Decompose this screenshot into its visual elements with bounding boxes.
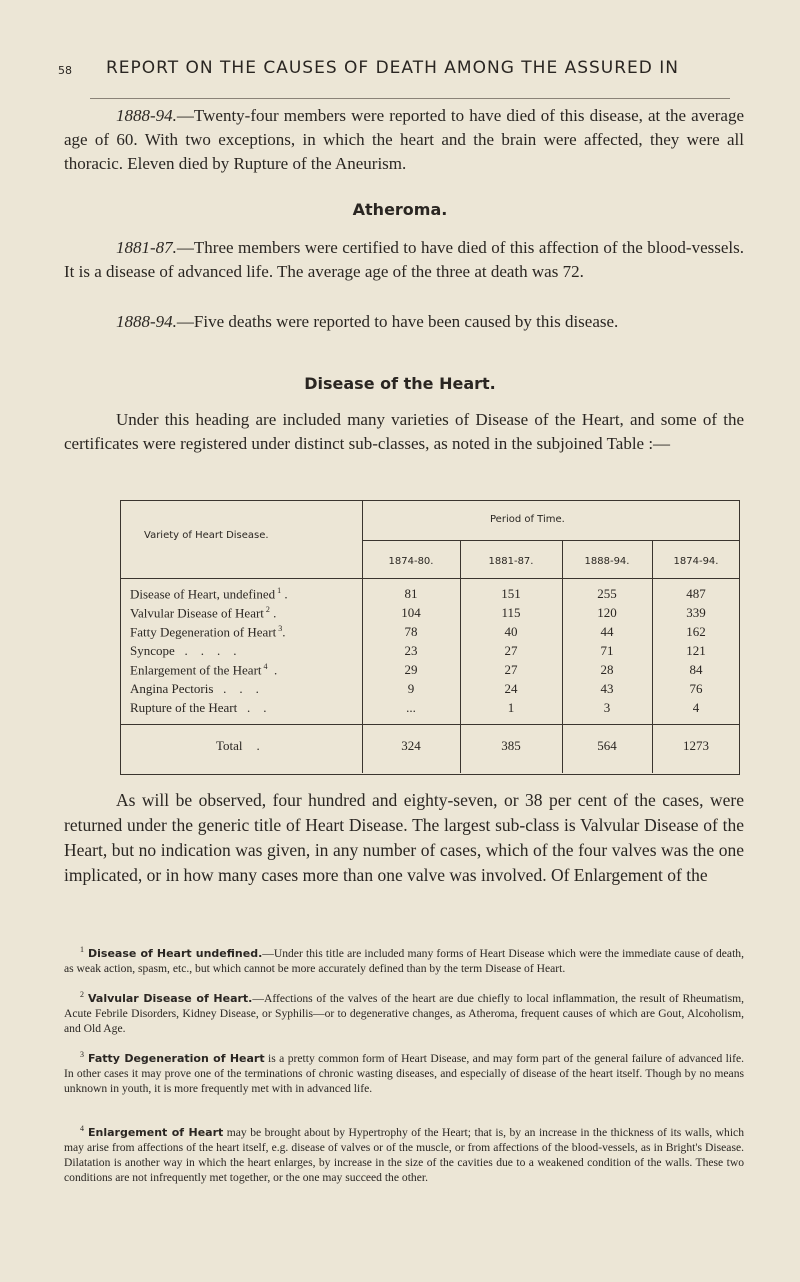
table-cell: 9 xyxy=(407,681,415,696)
variety-header: Variety of Heart Disease. xyxy=(144,530,269,541)
heart-disease-table xyxy=(120,500,740,775)
table-cell: 76 xyxy=(689,681,703,696)
total-value: 385 xyxy=(501,738,521,753)
table-cell: 487 xyxy=(686,586,706,601)
table-cell: 4 xyxy=(692,700,700,715)
total-value: 1273 xyxy=(683,738,709,753)
period-1874-94: 1874-94. xyxy=(673,556,719,567)
table-cell: 23 xyxy=(404,643,418,658)
observation-paragraph: As will be observed, four hundred and eighty-seven, or 38 per cent of the cases, were returned under the generic title of Heart Disease. The largest sub-class is Valvular Disease of the Heart, but no indication was given, in any number of cases, which of the four valves was the one implicated, or in how many cases more than one valve was involved. Of Enlargement of the xyxy=(64,790,744,885)
table-cell: 78 xyxy=(404,624,418,639)
header-rule xyxy=(90,98,730,99)
total-value: 564 xyxy=(597,738,617,753)
table-cell: 27 xyxy=(504,662,518,677)
total-label: Total . xyxy=(216,738,260,753)
table-cell: 120 xyxy=(597,605,617,620)
atheroma-heading: Atheroma. xyxy=(352,200,448,219)
table-cell: 115 xyxy=(501,605,521,620)
table-row-label: Valvular Disease of Heart $^2$ . xyxy=(130,605,277,621)
page-number: 58 xyxy=(58,64,72,77)
table-row-label: Syncope . . . . xyxy=(130,643,237,658)
period-1874-80: 1874-80. xyxy=(388,556,434,567)
table-row-label: Angina Pectoris . . . xyxy=(130,681,259,696)
heart-heading: Disease of the Heart. xyxy=(304,374,496,393)
table-cell: 255 xyxy=(597,586,617,601)
table-cell: 40 xyxy=(504,624,518,639)
table-cell: 24 xyxy=(504,681,518,696)
table-row-label: Disease of Heart, undefined $^1$ . xyxy=(130,586,288,602)
table-cell: 27 xyxy=(504,643,518,658)
table-cell: 81 xyxy=(404,586,418,601)
atheroma-paragraph-1: 1881-87.—Three members were certified to have died of this affection of the blood-vessels. It is a disease of advanced life. The average age of the three at death was 72. xyxy=(64,238,744,281)
table-row-label: Enlargement of the Heart $^4$ . xyxy=(130,662,278,678)
table-cell: 162 xyxy=(686,624,706,639)
table-cell: 151 xyxy=(501,586,521,601)
table-cell: 104 xyxy=(401,605,421,620)
footnote-1: $^1$ Disease of Heart undefined.—Under this title are included many forms of Heart Disease which were the immediate cause of death, as weak action, spasm, etc., but which cannot be more accurately defined than by the term Disease of Heart. xyxy=(64,945,744,975)
table-cell: 29 xyxy=(404,662,418,677)
table-cell: 84 xyxy=(689,662,703,677)
period-header: Period of Time. xyxy=(490,514,565,525)
table-cell: 1 xyxy=(507,700,515,715)
table-cell: 44 xyxy=(600,624,614,639)
footnote-4: $^4$ Enlargement of Heart may be brought about by Hypertrophy of the Heart; that is, by an increase in the thickness of its walls, which may arise from affections of the heart itself, e.g. disease of valves or of the muscle, or from affections of the blood-vessels, as in Bright's Disease. Dilatation is another way in which the heart enlarges, by increase in the size of the cavities due to a weakened condition of the walls. These two conditions are not infrequently met together, or the one may succeed the other. xyxy=(64,1124,744,1184)
table-row-label: Fatty Degeneration of Heart $^3$. xyxy=(130,624,286,640)
footnote-2: $^2$ Valvular Disease of Heart.—Affections of the valves of the heart are due chiefly to local inflammation, the result of Rheumatism, Acute Febrile Disorders, Kidney Disease, or Syphilis—or to degenerative changes, as Atheroma, frequent causes of which are Gout, Alcoholism, and Old Age. xyxy=(64,990,744,1035)
footnote-3: $^3$ Fatty Degeneration of Heart is a pretty common form of Heart Disease, and may form part of the general failure of advanced life. In other cases it may prove one of the terminations of chronic wasting diseases, and especially of disease of the heart itself. Though by no means unknown in youth, it is more frequently met with in advanced life. xyxy=(64,1050,744,1095)
table-cell: 43 xyxy=(600,681,614,696)
table-row-label: Rupture of the Heart . . xyxy=(130,700,267,715)
heart-intro: Under this heading are included many varieties of Disease of the Heart, and some of the certificates were registered under distinct sub-classes, as noted in the subjoined Table :— xyxy=(64,410,744,453)
table-cell: ... xyxy=(406,700,416,715)
table-cell: 28 xyxy=(600,662,614,677)
table-cell: 3 xyxy=(603,700,611,715)
total-value: 324 xyxy=(401,738,421,753)
table-cell: 71 xyxy=(600,643,614,658)
running-title: REPORT ON THE CAUSES OF DEATH AMONG THE ASSURED IN xyxy=(106,58,680,78)
table-cell: 121 xyxy=(686,643,706,658)
aneurism-paragraph: 1888-94.—Twenty-four members were reported to have died of this disease, at the average age of 60. With two exceptions, in which the heart and the brain were affected, they were all thoracic. Eleven died by Rupture of the Aneurism. xyxy=(64,106,744,173)
period-1881-87: 1881-87. xyxy=(488,556,534,567)
atheroma-paragraph-2: 1888-94.—Five deaths were reported to have been caused by this disease. xyxy=(116,312,619,331)
period-1888-94: 1888-94. xyxy=(584,556,630,567)
table-cell: 339 xyxy=(686,605,706,620)
